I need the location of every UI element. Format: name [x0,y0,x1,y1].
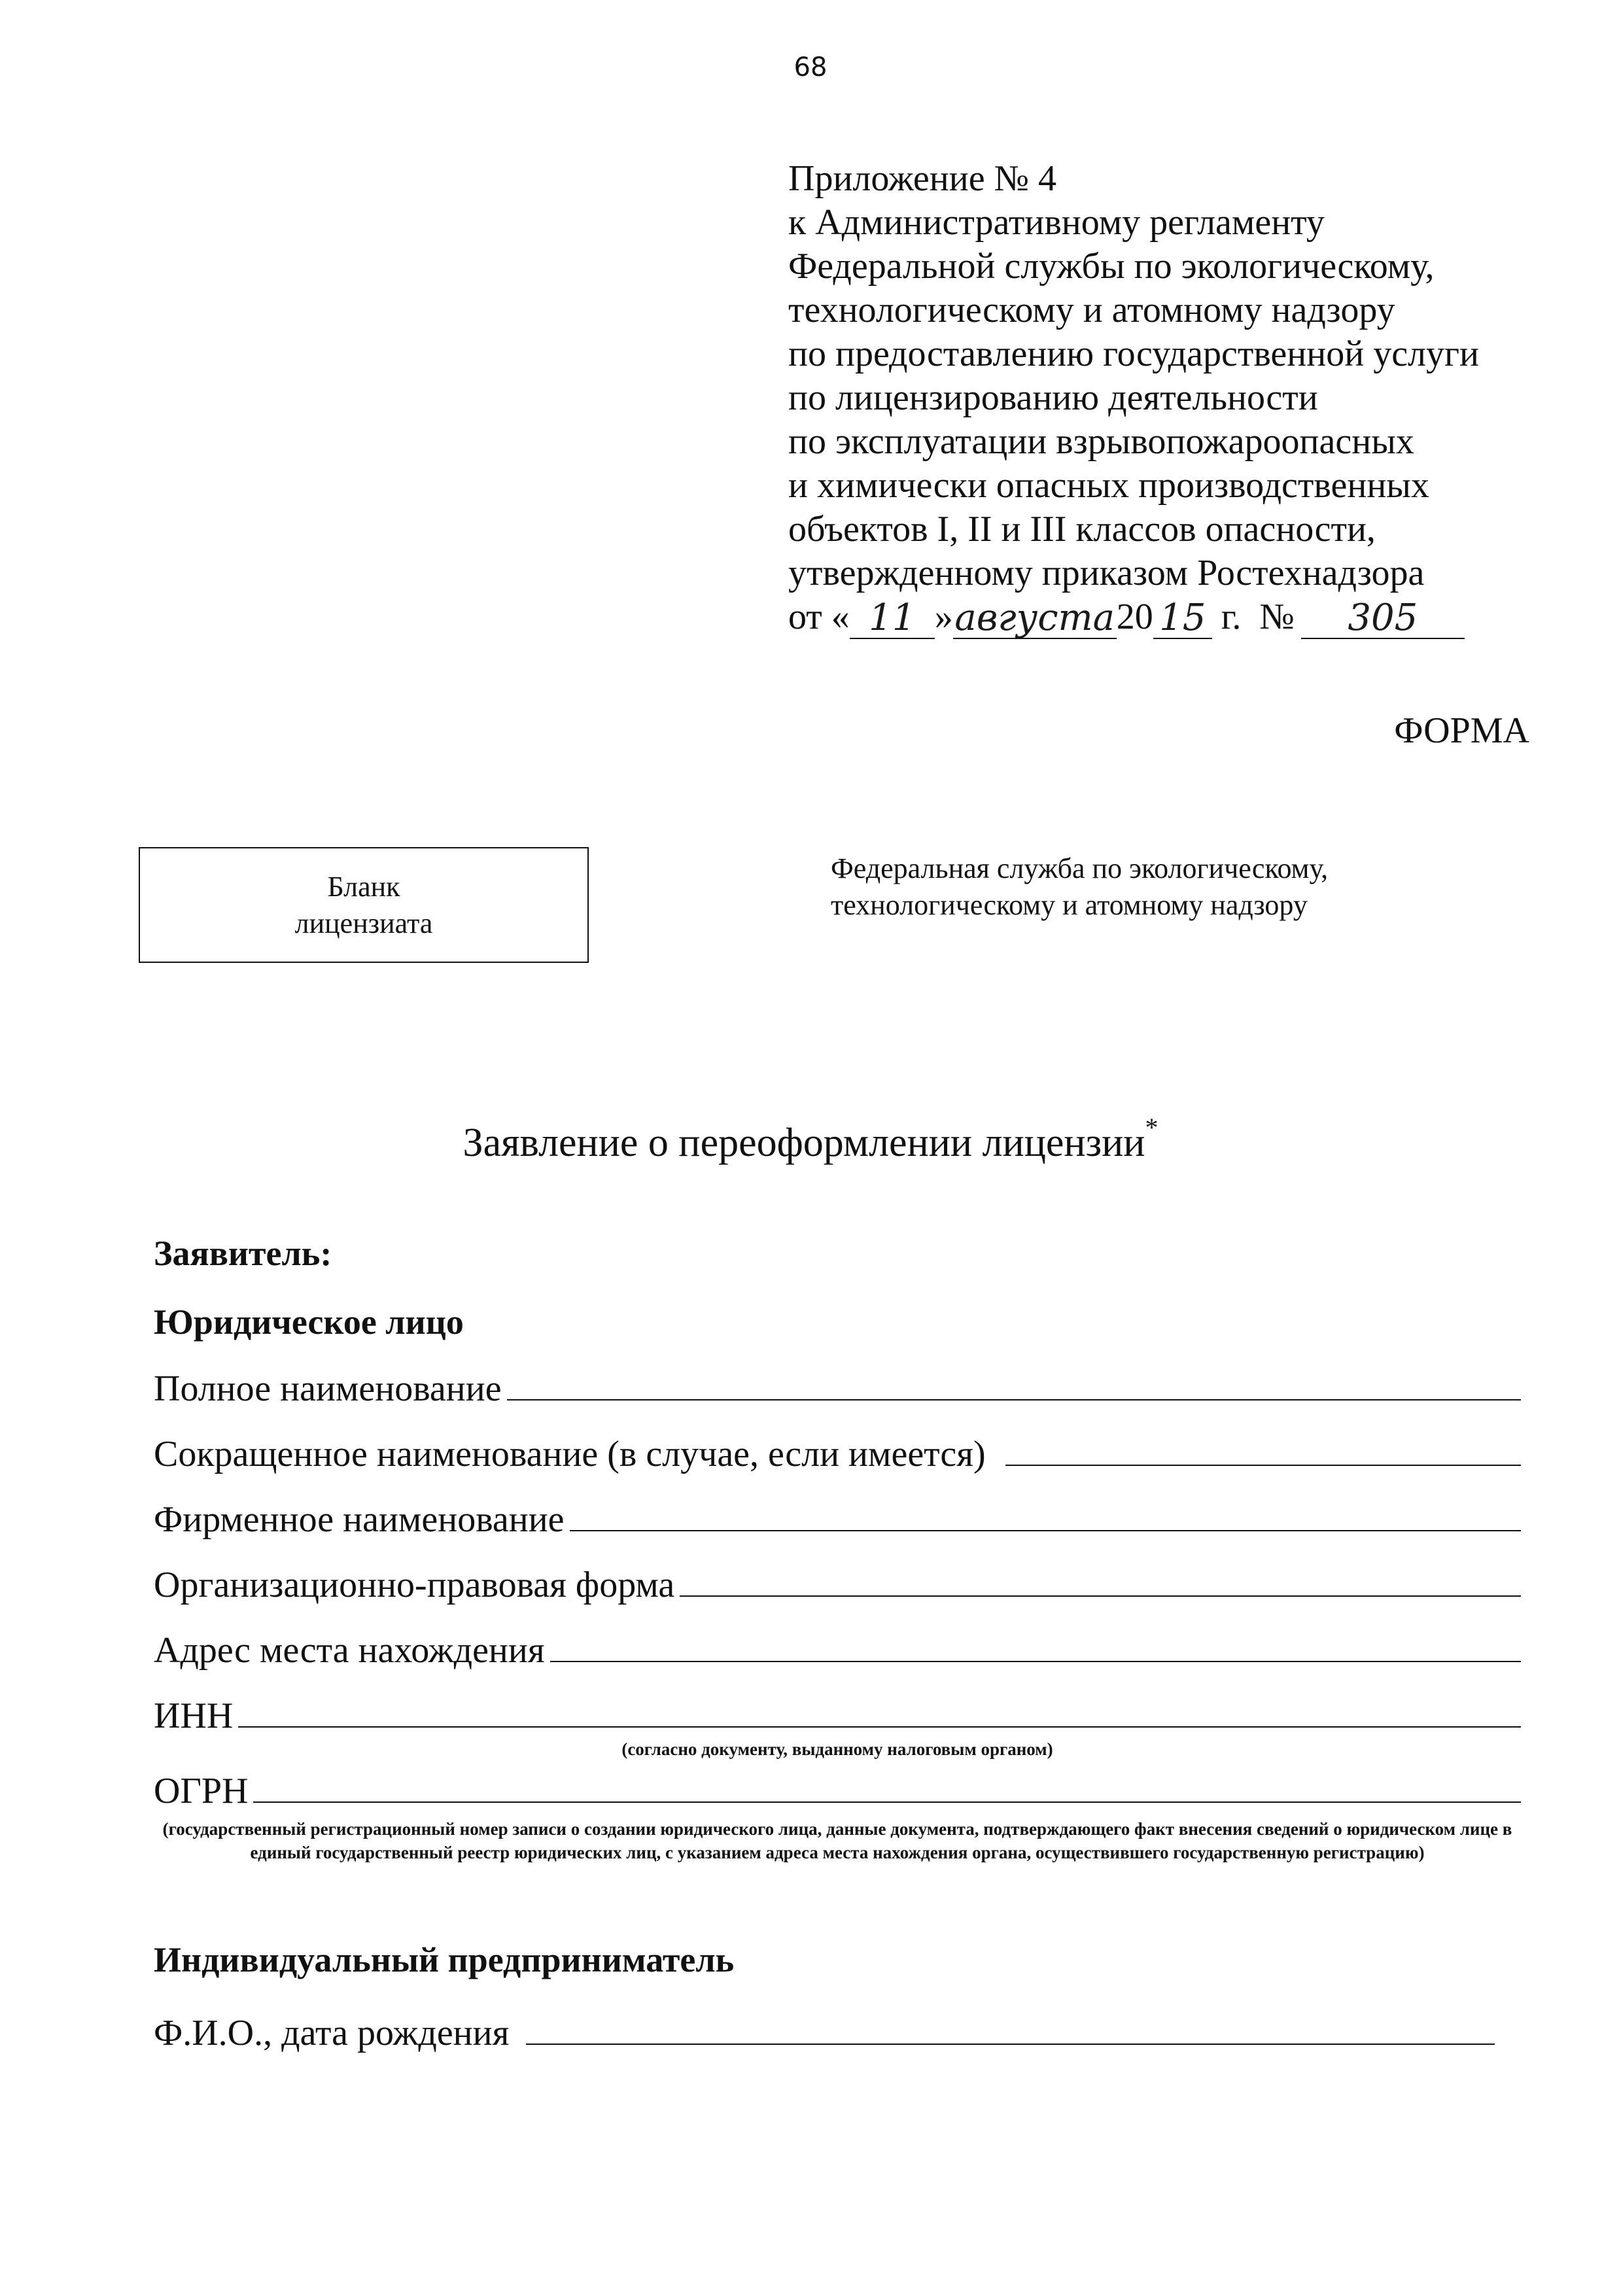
fill-line[interactable] [550,1661,1521,1662]
fill-line[interactable] [526,2044,1495,2045]
brand-name-field[interactable] [154,1488,1521,1540]
field-label: Ф.И.О., дата рождения [154,2013,510,2053]
applicant-heading: Заявитель: [154,1234,332,1273]
fill-line[interactable] [570,1530,1521,1531]
order-day: 11 [850,599,935,639]
year-unit: г. [1221,597,1242,637]
individual-heading: Индивидуальный предприниматель [154,1940,735,1979]
fill-line[interactable] [1005,1465,1521,1466]
year-prefix: 20 [1116,597,1153,637]
address-field[interactable] [154,1619,1521,1671]
appendix-line: к Административному регламенту [788,202,1325,243]
addressee-agency [831,850,1328,924]
field-label: Фирменное наименование [154,1499,565,1540]
order-month: августа [953,599,1117,639]
appendix-line: утвержденному приказом Ростехнадзора [788,553,1425,593]
number-sign: № [1259,597,1295,637]
appendix-line: Федеральной службы по экологическому, [788,246,1435,287]
date-prefix: от « [788,597,850,637]
fill-line[interactable] [680,1595,1521,1597]
legal-form-field[interactable] [154,1554,1521,1606]
short-name-field[interactable] [154,1423,1521,1475]
agency-line: технологическому и атомному надзору [831,889,1308,921]
field-label: Организационно-правовая форма [154,1565,675,1605]
appendix-line: и химически опасных производственных [788,465,1429,506]
field-label: Полное наименование [154,1368,502,1409]
title-footnote-mark: * [1145,1113,1159,1142]
field-label: ОГРН [154,1771,249,1811]
ogrn-note: (государственный регистрационный номер записи о создании юридического лица, данные документа, подтверждающего факт внесения сведений о юридическом лице в единый государственный реестр юридических лиц, с указанием адреса места нахождения органа, осуществившего государственную регистрацию) [162,1819,1512,1862]
fill-line[interactable] [253,1801,1521,1803]
ogrn-field[interactable] [154,1760,1521,1812]
fill-line[interactable] [507,1399,1521,1400]
agency-line: Федеральная служба по экологическому, [831,852,1329,884]
order-date-line [788,595,1560,639]
blank-box-line: лицензиата [294,907,433,939]
appendix-line: по эксплуатации взрывопожароопасных [788,421,1414,462]
order-number: 305 [1301,599,1465,639]
form-label: ФОРМА [1394,710,1529,751]
field-label: Адрес места нахождения [154,1630,545,1671]
licensee-letterhead-box [139,847,589,963]
appendix-line: по предоставлению государственной услуги [788,334,1479,374]
appendix-line: по лицензированию деятельности [788,377,1318,418]
fill-line[interactable] [238,1726,1521,1728]
inn-field[interactable] [154,1684,1521,1737]
appendix-line: объектов I, II и III классов опасности, [788,509,1376,549]
field-label: Сокращенное наименование (в случае, если имеется) [154,1434,986,1474]
blank-box-line: Бланк [327,870,400,903]
document-title [0,1112,1621,1166]
title-text: Заявление о переоформлении лицензии [462,1121,1145,1165]
page-number: 68 [793,52,828,82]
order-year: 15 [1153,599,1212,639]
legal-entity-heading: Юридическое лицо [154,1302,464,1342]
inn-note: (согласно документу, выданному налоговым органом) [621,1739,1053,1759]
appendix-line: технологическому и атомному надзору [788,290,1395,330]
field-label: ИНН [154,1696,234,1736]
appendix-line: Приложение № 4 [788,158,1056,199]
quote-close: » [934,597,953,637]
full-name-field[interactable] [154,1357,1521,1410]
individual-name-field[interactable] [154,2002,1495,2054]
appendix-header [788,157,1560,639]
